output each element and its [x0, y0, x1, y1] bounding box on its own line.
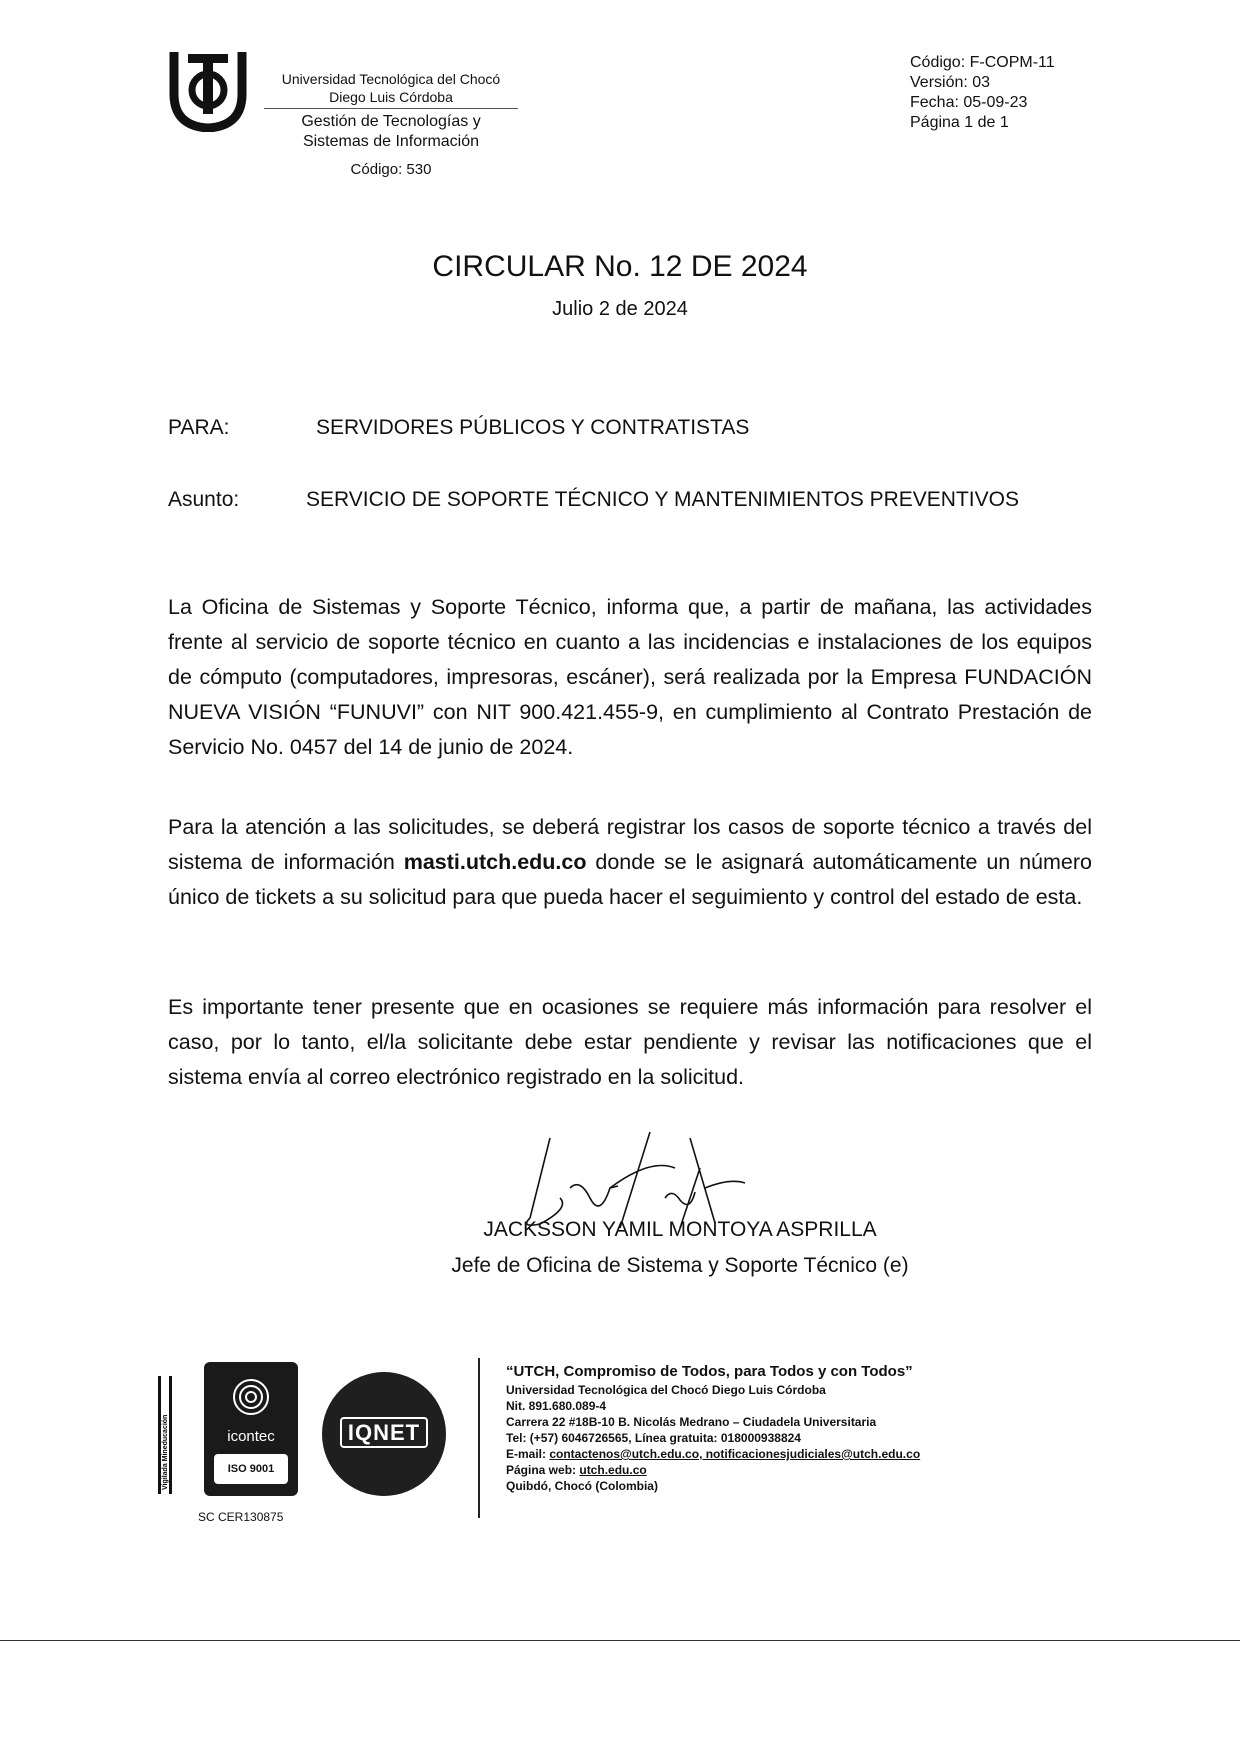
website-link[interactable]: utch.edu.co — [579, 1463, 647, 1477]
vigilada-text: Vigilada Mineducación — [162, 1414, 169, 1490]
circular-date: Julio 2 de 2024 — [552, 298, 688, 320]
body-paragraph-1: La Oficina de Sistemas y Soporte Técnico, informa que, a partir de mañana, las actividades frente al servicio de soporte técnico en cuanto a las incidencias e instalaciones de los equipos de cómputo (computadores, impresoras, escáner), será realizada por la Empresa FUNDACIÓN NUEVA VISIÓN “FUNUVI” con NIT 900.421.455-9, en cumplimiento al Contrato Prestación de Servicio No. 0457 del 14 de junio de 2024. — [168, 595, 1092, 759]
footer-line: Carrera 22 #18B-10 B. Nicolás Medrano – Ciudadela Universitaria — [506, 1415, 877, 1429]
department-name: Gestión de Tecnologías y — [301, 113, 481, 130]
institution-subname: Diego Luis Córdoba — [329, 89, 453, 105]
email-links[interactable]: contactenos@utch.edu.co, notificacionesjudiciales@utch.edu.co — [549, 1447, 921, 1461]
document-meta — [910, 53, 1055, 133]
asunto-label: Asunto: — [168, 488, 240, 511]
footer-line: Tel: (+57) 6046726565, Línea gratuita: 018000938824 — [506, 1431, 801, 1445]
icontec-badge — [204, 1362, 298, 1496]
footer-slogan: “UTCH, Compromiso de Todos, para Todos y con Todos” — [506, 1363, 913, 1380]
web-label: Página web: — [506, 1463, 580, 1477]
page-bottom-rule — [0, 1640, 1240, 1641]
university-logo — [168, 48, 248, 132]
footer-line: Nit. 891.680.089-4 — [506, 1399, 607, 1413]
circular-title: CIRCULAR No. 12 DE 2024 — [432, 250, 808, 283]
department-code: Código: 530 — [350, 161, 432, 178]
footer-line: Quibdó, Chocó (Colombia) — [506, 1479, 658, 1493]
paragraph-text: donde se le asignará automáticamente un número único de tickets a su solicitud para que pueda hacer el seguimiento y control del estado de esta. — [168, 850, 1092, 909]
iso-label: ISO 9001 — [214, 1454, 288, 1484]
footer-contact — [506, 1362, 920, 1494]
certificate-code: SC CER130875 — [198, 1510, 284, 1524]
icontec-rings-icon — [232, 1378, 270, 1416]
institution-name: Universidad Tecnológica del Chocó — [281, 71, 501, 87]
vigilada-mineducacion-strip — [158, 1376, 172, 1494]
header-divider — [264, 108, 518, 109]
iqnet-label: IQNET — [340, 1417, 428, 1448]
footer-divider — [478, 1358, 480, 1518]
meta-codigo: Código: F-COPM-11 — [910, 54, 1055, 71]
email-label: E-mail: — [506, 1447, 550, 1461]
icontec-label: icontec — [227, 1428, 275, 1445]
para-label: PARA: — [168, 416, 230, 439]
asunto-value: SERVICIO DE SOPORTE TÉCNICO Y MANTENIMIENTOS PREVENTIVOS — [306, 488, 1019, 511]
signer-name: JACKSSON YAMIL MONTOYA ASPRILLA — [483, 1218, 877, 1241]
meta-fecha: Fecha: 05-09-23 — [910, 94, 1028, 111]
paragraph-text: Para la atención a las solicitudes, se deberá registrar los casos de soporte técnico a través del sistema de información — [168, 815, 1092, 874]
body-paragraph-2 — [168, 810, 1092, 915]
iqnet-badge — [322, 1372, 446, 1496]
body-paragraph-3: Es importante tener presente que en ocasiones se requiere más información para resolver el caso, por lo tanto, el/la solicitante debe estar pendiente y revisar las notificaciones que el sistema envía al correo electrónico registrado en la solicitud. — [168, 995, 1092, 1089]
institution-block — [256, 70, 526, 179]
meta-pagina: Página 1 de 1 — [910, 114, 1009, 131]
department-name-2: Sistemas de Información — [302, 133, 480, 150]
footer-email-line — [506, 1446, 920, 1462]
signer-role: Jefe de Oficina de Sistema y Soporte Técnico (e) — [451, 1254, 909, 1277]
footer-web-line — [506, 1462, 920, 1478]
footer-line: Universidad Tecnológica del Chocó Diego Luis Córdoba — [506, 1383, 826, 1397]
meta-version: Versión: 03 — [910, 74, 991, 91]
support-system-link[interactable]: masti.utch.edu.co — [403, 850, 587, 874]
para-value: SERVIDORES PÚBLICOS Y CONTRATISTAS — [316, 416, 750, 439]
